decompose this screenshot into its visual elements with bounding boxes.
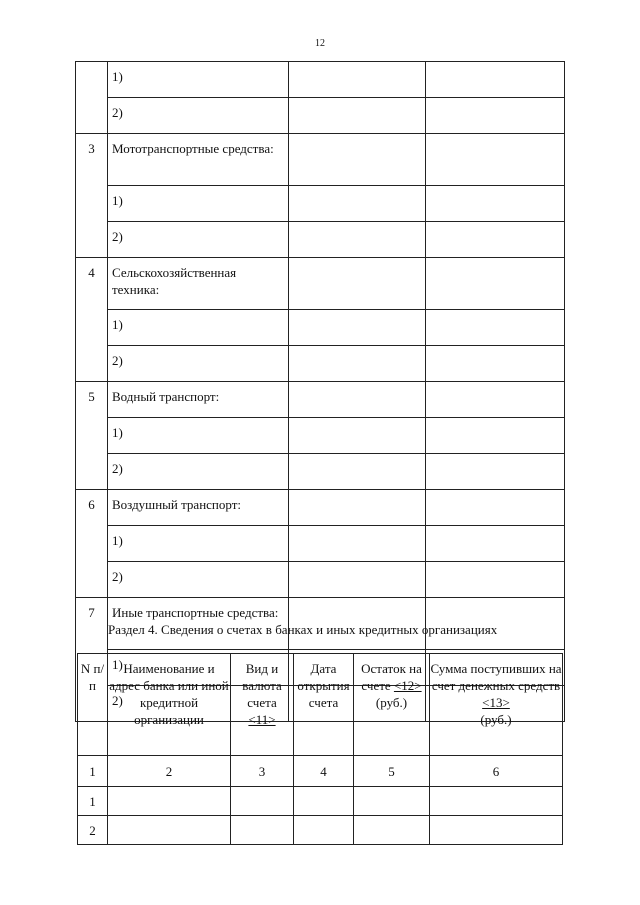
header-account-type-text: Вид и валюта счета (242, 661, 282, 710)
table-row (78, 816, 563, 845)
empty-cell[interactable] (354, 787, 430, 816)
vehicle-label-cell: Сельскохозяйственная техника: (108, 258, 289, 310)
empty-cell[interactable] (426, 562, 565, 598)
vehicle-label-cell: 1) (108, 526, 289, 562)
empty-cell[interactable] (426, 490, 565, 526)
column-index-row (78, 756, 563, 787)
vehicle-label-cell: 1) (108, 650, 289, 686)
column-index-cell: 3 (231, 756, 294, 787)
row-number-cell: 3 (76, 134, 108, 258)
vehicle-label-cell: 2) (108, 562, 289, 598)
column-index-cell: 1 (78, 756, 108, 787)
header-bank-name-text: Наименование и адрес банка или иной кредитной организации (109, 661, 229, 727)
row-number-cell: 2 (78, 816, 108, 845)
table-row (76, 310, 565, 346)
table-row (76, 346, 565, 382)
empty-cell[interactable] (108, 787, 231, 816)
vehicle-label-cell: Мототранспортные средства: (108, 134, 289, 186)
header-open-date (294, 654, 354, 756)
empty-cell[interactable] (289, 62, 426, 98)
empty-cell[interactable] (426, 382, 565, 418)
page-number: 12 (315, 38, 325, 49)
empty-cell[interactable] (426, 258, 565, 310)
header-balance (354, 654, 430, 756)
header-open-date-text: Дата открытия счета (297, 661, 350, 710)
empty-cell[interactable] (426, 62, 565, 98)
vehicle-label-cell: 2) (108, 98, 289, 134)
empty-cell[interactable] (426, 526, 565, 562)
footnote-link-12[interactable]: <12> (393, 678, 422, 693)
table-row (76, 186, 565, 222)
empty-cell[interactable] (426, 454, 565, 490)
row-number-cell (76, 62, 108, 134)
row-number-cell: 6 (76, 490, 108, 598)
footnote-link-11[interactable]: <11> (248, 712, 276, 727)
vehicle-label-cell: 1) (108, 186, 289, 222)
empty-cell[interactable] (426, 98, 565, 134)
empty-cell[interactable] (426, 418, 565, 454)
table-row (76, 526, 565, 562)
row-number-cell: 1 (78, 787, 108, 816)
empty-cell[interactable] (231, 787, 294, 816)
empty-cell[interactable] (426, 134, 565, 186)
table-row (76, 98, 565, 134)
row-number-cell: 4 (76, 258, 108, 382)
empty-cell[interactable] (289, 562, 426, 598)
empty-cell[interactable] (289, 382, 426, 418)
table-row (76, 418, 565, 454)
vehicle-label-cell: Иные транспортные средства: (108, 598, 289, 650)
column-index-cell: 5 (354, 756, 430, 787)
header-number-text: N п/п (80, 661, 105, 693)
vehicle-label-cell: 2) (108, 454, 289, 490)
empty-cell[interactable] (289, 526, 426, 562)
row-number-cell: 5 (76, 382, 108, 490)
table-row (76, 454, 565, 490)
header-funds-received-unit: (руб.) (480, 712, 512, 727)
empty-cell[interactable] (426, 186, 565, 222)
table-row (76, 222, 565, 258)
empty-cell[interactable] (289, 418, 426, 454)
empty-cell[interactable] (108, 816, 231, 845)
table-row (78, 787, 563, 816)
table-header-row (78, 654, 563, 756)
empty-cell[interactable] (289, 258, 426, 310)
header-funds-received-text: Сумма поступивших на счет денежных средств (430, 661, 562, 693)
table-row (76, 382, 565, 418)
footnote-link-13[interactable]: <13> (482, 695, 510, 710)
column-index-cell: 2 (108, 756, 231, 787)
empty-cell[interactable] (430, 787, 563, 816)
empty-cell[interactable] (426, 310, 565, 346)
header-account-type (231, 654, 294, 756)
row-number-cell: 7 (76, 598, 108, 722)
section-4-title: Раздел 4. Сведения о счетах в банках и иных кредитных организациях (108, 622, 498, 637)
empty-cell[interactable] (289, 186, 426, 222)
empty-cell[interactable] (426, 346, 565, 382)
header-balance-unit: (руб.) (375, 695, 408, 710)
empty-cell[interactable] (430, 816, 563, 845)
header-number (78, 654, 108, 756)
header-balance-text: Остаток на счете (361, 661, 422, 693)
table-row (76, 490, 565, 526)
table-row (76, 134, 565, 186)
vehicle-label-cell: 2) (108, 686, 289, 722)
empty-cell[interactable] (294, 787, 354, 816)
vehicle-label-cell: Водный транспорт: (108, 382, 289, 418)
empty-cell[interactable] (231, 816, 294, 845)
table-row (76, 258, 565, 310)
empty-cell[interactable] (289, 98, 426, 134)
empty-cell[interactable] (289, 310, 426, 346)
vehicle-label-cell: 2) (108, 222, 289, 258)
empty-cell[interactable] (289, 490, 426, 526)
column-index-cell: 6 (430, 756, 563, 787)
vehicle-label-cell: 1) (108, 62, 289, 98)
column-index-cell: 4 (294, 756, 354, 787)
vehicle-label-cell: Воздушный транспорт: (108, 490, 289, 526)
header-funds-received (430, 654, 563, 756)
empty-cell[interactable] (289, 454, 426, 490)
empty-cell[interactable] (426, 222, 565, 258)
table-row (76, 62, 565, 98)
empty-cell[interactable] (294, 816, 354, 845)
bank-accounts-table (77, 653, 563, 845)
vehicle-label-cell: 1) (108, 310, 289, 346)
table-row (76, 562, 565, 598)
vehicle-label-cell: 2) (108, 346, 289, 382)
empty-cell[interactable] (289, 134, 426, 186)
empty-cell[interactable] (289, 346, 426, 382)
header-bank-name (108, 654, 231, 756)
empty-cell[interactable] (354, 816, 430, 845)
vehicle-label-cell: 1) (108, 418, 289, 454)
empty-cell[interactable] (289, 222, 426, 258)
